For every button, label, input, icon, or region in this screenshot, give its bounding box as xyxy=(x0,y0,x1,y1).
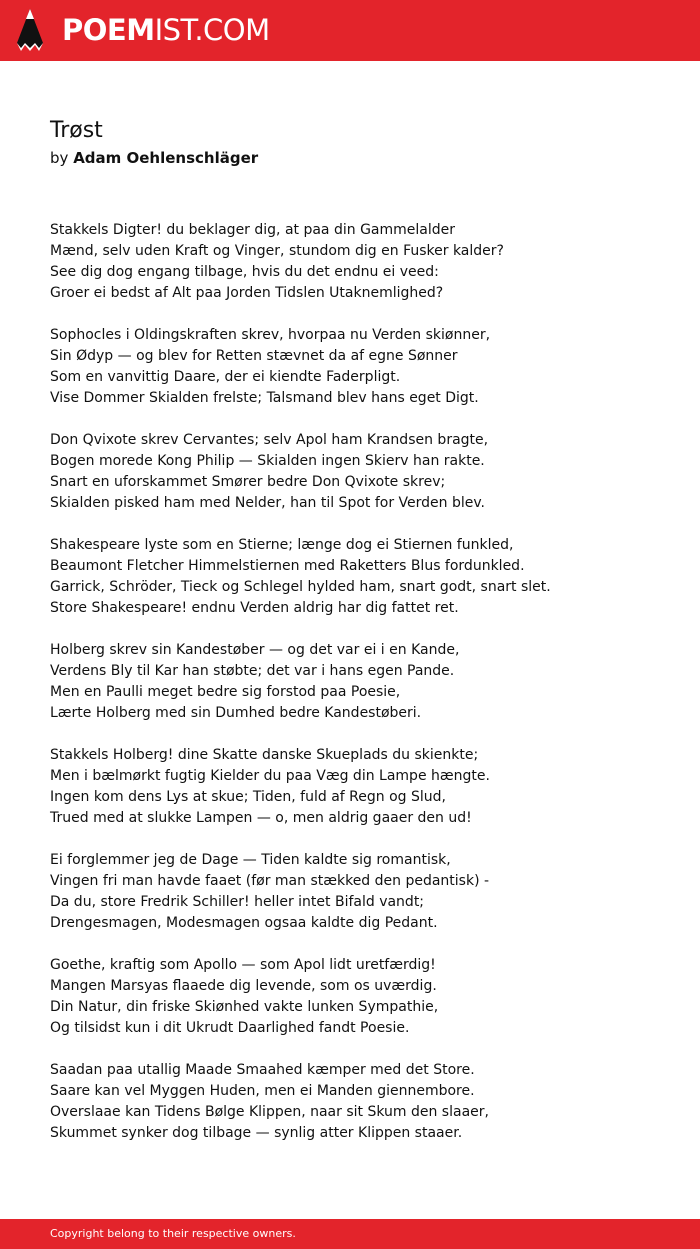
poem-stanza xyxy=(50,325,670,409)
poem-line: Men i bælmørkt fugtig Kielder du paa Væg din Lampe hængte. xyxy=(50,768,490,784)
poem-line: Mangen Marsyas flaaede dig levende, som os uværdig. xyxy=(50,978,437,994)
poem-line: Groer ei bedst af Alt paa Jorden Tidslen Utaknemlighed? xyxy=(50,285,444,301)
poem-title: Trøst xyxy=(50,118,103,143)
poem-line: Mænd, selv uden Kraft og Vinger, stundom dig en Fusker kalder? xyxy=(50,243,504,259)
logo-strong-text: POEM xyxy=(62,13,155,47)
poem-line: Stakkels Digter! du beklager dig, at paa din Gammelalder xyxy=(50,222,455,238)
poem-line: Skummet synker dog tilbage — synlig atter Klippen staaer. xyxy=(50,1125,463,1141)
site-header xyxy=(0,0,700,61)
poem-stanza xyxy=(50,1060,670,1144)
poem-line: Lærte Holberg med sin Dumhed bedre Kandestøberi. xyxy=(50,705,422,721)
poem-line: Og tilsidst kun i dit Ukrudt Daarlighed fandt Poesie. xyxy=(50,1020,410,1036)
poem-line: Bogen morede Kong Philip — Skialden ingen Skierv han rakte. xyxy=(50,453,485,469)
copyright-text: Copyright belong to their respective owners. xyxy=(50,1227,296,1240)
poem-line: Goethe, kraftig som Apollo — som Apol lidt uretfærdig! xyxy=(50,957,436,973)
poem-body xyxy=(50,220,670,1144)
poem-stanza xyxy=(50,745,670,829)
poem-stanza xyxy=(50,850,670,934)
poem-line: See dig dog engang tilbage, hvis du det endnu ei veed: xyxy=(50,264,439,280)
site-logo[interactable] xyxy=(62,12,270,48)
poem-line: Store Shakespeare! endnu Verden aldrig har dig fattet ret. xyxy=(50,600,459,616)
poem-line: Sin Ødyp — og blev for Retten stævnet da af egne Sønner xyxy=(50,348,458,364)
poem-line: Drengesmagen, Modesmagen ogsaa kaldte dig Pedant. xyxy=(50,915,438,931)
poem-line: Verdens Bly til Kar han støbte; det var i hans egen Pande. xyxy=(50,663,455,679)
poem-line: Skialden pisked ham med Nelder, han til Spot for Verden blev. xyxy=(50,495,486,511)
poem-stanza xyxy=(50,220,670,304)
poem-line: Ingen kom dens Lys at skue; Tiden, fuld af Regn og Slud, xyxy=(50,789,446,805)
poem-line: Holberg skrev sin Kandestøber — og det var ei i en Kande, xyxy=(50,642,460,658)
poem-line: Da du, store Fredrik Schiller! heller intet Bifald vandt; xyxy=(50,894,425,910)
poem-content xyxy=(50,117,670,1165)
poem-stanza xyxy=(50,640,670,724)
poem-line: Trued med at slukke Lampen — o, men aldrig gaaer den ud! xyxy=(50,810,472,826)
poem-line: Vingen fri man havde faaet (før man stækked den pedantisk) - xyxy=(50,873,490,889)
poem-line: Men en Paulli meget bedre sig forstod paa Poesie, xyxy=(50,684,401,700)
poem-line: Stakkels Holberg! dine Skatte danske Skueplads du skienkte; xyxy=(50,747,479,763)
poem-byline xyxy=(50,148,670,168)
poem-line: Saadan paa utallig Maade Smaahed kæmper med det Store. xyxy=(50,1062,475,1078)
poem-line: Beaumont Fletcher Himmelstiernen med Raketters Blus fordunkled. xyxy=(50,558,525,574)
poem-line: Vise Dommer Skialden frelste; Talsmand blev hans eget Digt. xyxy=(50,390,479,406)
poem-line: Ei forglemmer jeg de Dage — Tiden kaldte sig romantisk, xyxy=(50,852,451,868)
poem-line: Shakespeare lyste som en Stierne; længe dog ei Stiernen funkled, xyxy=(50,537,514,553)
poem-stanza xyxy=(50,430,670,514)
logo-light-text: IST.COM xyxy=(154,13,270,47)
poem-line: Din Natur, din friske Skiønhed vakte lunken Sympathie, xyxy=(50,999,439,1015)
poem-line: Garrick, Schröder, Tieck og Schlegel hylded ham, snart godt, snart slet. xyxy=(50,579,551,595)
poem-line: Som en vanvittig Daare, der ei kiendte Faderpligt. xyxy=(50,369,401,385)
byline-label: by xyxy=(50,149,69,167)
poem-line: Overslaae kan Tidens Bølge Klippen, naar sit Skum den slaaer, xyxy=(50,1104,489,1120)
site-footer xyxy=(0,1219,700,1249)
poem-line: Snart en uforskammet Smører bedre Don Qvixote skrev; xyxy=(50,474,446,490)
poem-author[interactable]: Adam Oehlenschläger xyxy=(73,149,259,167)
pencil-tip-icon[interactable] xyxy=(17,9,43,51)
poem-line: Saare kan vel Myggen Huden, men ei Manden giennembore. xyxy=(50,1083,475,1099)
poem-stanza xyxy=(50,535,670,619)
poem-line: Don Qvixote skrev Cervantes; selv Apol ham Krandsen bragte, xyxy=(50,432,489,448)
poem-stanza xyxy=(50,955,670,1039)
poem-line: Sophocles i Oldingskraften skrev, hvorpaa nu Verden skiønner, xyxy=(50,327,491,343)
